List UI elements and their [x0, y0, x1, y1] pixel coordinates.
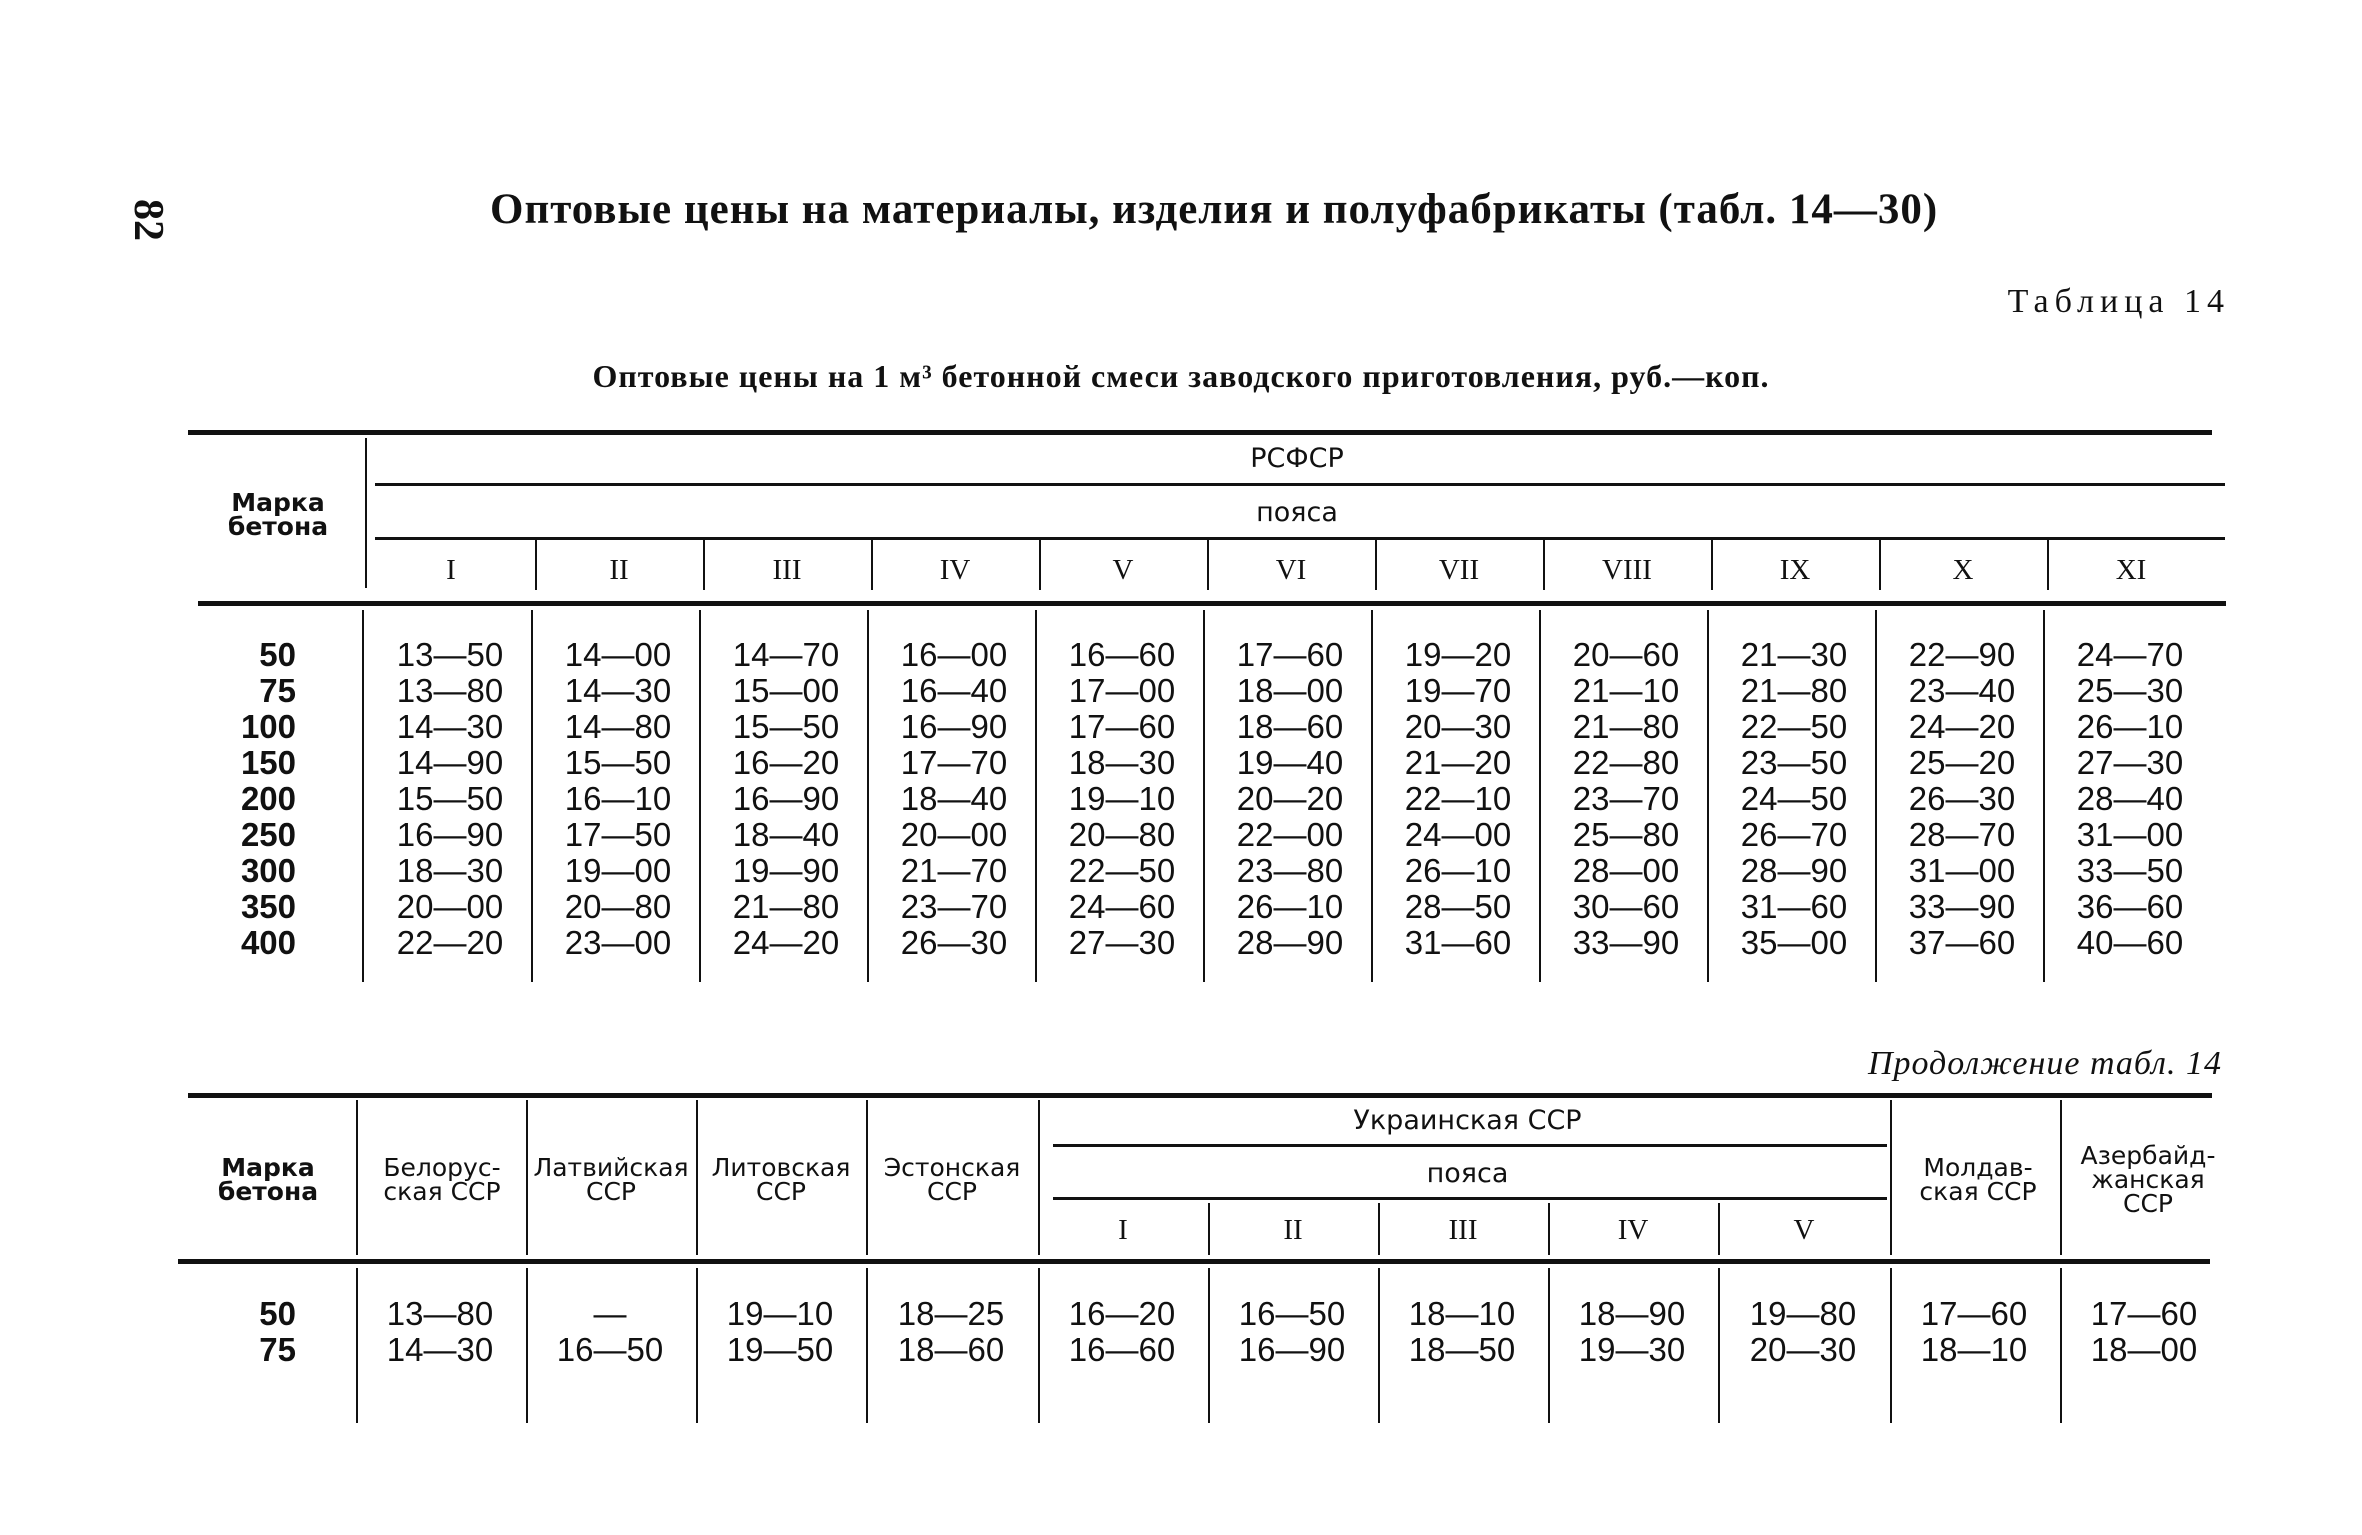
price-cell: 21—30 [1740, 636, 1848, 673]
price-cell: 26—30 [1908, 780, 2016, 817]
price-cell: 18—00 [2090, 1331, 2198, 1368]
column-rule [356, 1100, 358, 1255]
price-cell: 19—10 [726, 1295, 834, 1332]
price-cell: 18—00 [1236, 672, 1344, 709]
price-cell: 13—80 [396, 672, 504, 709]
price-cell: 18—10 [1408, 1295, 1516, 1332]
price-cell: 17—60 [2090, 1295, 2198, 1332]
price-column-2 [700, 1296, 860, 1368]
mark-header-2: Марка бетона [217, 1153, 319, 1206]
column-rule [1039, 540, 1041, 590]
price-column-9 [1894, 1296, 2054, 1368]
column-rule [1208, 1203, 1210, 1255]
estonia-header: Эстонская ССР [883, 1153, 1021, 1206]
price-cell: 19—20 [1404, 636, 1512, 673]
price-cell: 18—40 [900, 780, 1008, 817]
ukraine-zone-header-i: I [1118, 1213, 1128, 1246]
mark-value: 400 [240, 924, 296, 961]
lithuania-header: Литовская ССР [711, 1153, 851, 1206]
price-cell: 26—30 [900, 924, 1008, 961]
zone-header-x: X [1952, 553, 1974, 586]
zone-header-viii: VIII [1602, 553, 1652, 586]
continuation-label: Продолжение табл. 14 [1867, 1045, 2222, 1082]
price-cell: 27—30 [1068, 924, 1176, 961]
price-cell: 22—00 [1236, 816, 1344, 853]
ukraine-rule [1053, 1144, 1887, 1147]
price-cell: 19—80 [1749, 1295, 1857, 1332]
zone-header-xi: XI [2115, 553, 2147, 586]
price-cell: 17—50 [564, 816, 672, 853]
table2-body [0, 1296, 2362, 1376]
price-cell: 22—50 [1740, 708, 1848, 745]
price-cell: 19—90 [732, 852, 840, 889]
table-label: Таблица 14 [2007, 283, 2230, 320]
column-rule [1711, 540, 1713, 590]
price-cell: 21—80 [732, 888, 840, 925]
mark-value: 50 [259, 1295, 296, 1332]
ukraine-zone-header-iv: IV [1617, 1213, 1649, 1246]
price-cell: 33—50 [2076, 852, 2184, 889]
price-cell: 24—60 [1068, 888, 1176, 925]
price-cell: 14—70 [732, 636, 840, 673]
zone-header-iii: III [772, 553, 802, 586]
mark-value: 300 [240, 852, 296, 889]
column-rule [1548, 1203, 1550, 1255]
ukraine-zone-header-v: V [1793, 1213, 1815, 1246]
price-column-zone-vii [1379, 637, 1537, 961]
price-cell: 20—80 [564, 888, 672, 925]
belts-rule [375, 537, 2225, 540]
mark-value: 200 [240, 780, 296, 817]
table-top-rule [188, 430, 2212, 435]
column-rule [696, 1100, 698, 1255]
price-cell: 26—10 [1404, 852, 1512, 889]
price-cell: 19—10 [1068, 780, 1176, 817]
mark-value: 150 [240, 744, 296, 781]
price-cell: 17—00 [1068, 672, 1176, 709]
price-cell: 16—60 [1068, 636, 1176, 673]
header-bottom-rule [198, 601, 2226, 606]
mark-value: 75 [259, 672, 296, 709]
price-column-zone-i [371, 637, 529, 961]
column-rule [871, 540, 873, 590]
price-cell: 37—60 [1908, 924, 2016, 961]
price-cell: 19—70 [1404, 672, 1512, 709]
price-cell: 19—00 [564, 852, 672, 889]
price-cell: 16—50 [556, 1331, 664, 1368]
moldova-header: Молдав- ская ССР [1919, 1153, 2037, 1206]
price-cell: 23—70 [900, 888, 1008, 925]
zone-header-ii: II [609, 553, 629, 586]
price-cell: 18—25 [897, 1295, 1005, 1332]
price-cell: 16—10 [564, 780, 672, 817]
price-cell: 16—90 [900, 708, 1008, 745]
mark-value: 75 [259, 1331, 296, 1368]
price-cell: 24—50 [1740, 780, 1848, 817]
price-cell: 13—50 [396, 636, 504, 673]
price-cell: 23—70 [1572, 780, 1680, 817]
page-title: Оптовые цены на материалы, изделия и полуфабрикаты (табл. 14—30) [490, 186, 1939, 233]
price-column-zone-ix [1715, 637, 1873, 961]
price-cell: 24—20 [1908, 708, 2016, 745]
column-rule [2060, 1100, 2062, 1255]
price-cell: 20—00 [900, 816, 1008, 853]
price-column-zone-iii [707, 637, 865, 961]
price-cell: 21—70 [900, 852, 1008, 889]
price-cell: 15—50 [564, 744, 672, 781]
price-cell: 14—90 [396, 744, 504, 781]
table2-header-bottom-rule [178, 1259, 2210, 1264]
region-header: РСФСР [1250, 442, 1344, 474]
zone-header-i: I [446, 553, 456, 586]
price-cell: 23—50 [1740, 744, 1848, 781]
zone-header-vii: VII [1438, 553, 1480, 586]
price-cell: 20—00 [396, 888, 504, 925]
mark-value: 250 [240, 816, 296, 853]
price-cell: 33—90 [1572, 924, 1680, 961]
region-rule [375, 483, 2225, 486]
price-cell: 33—90 [1908, 888, 2016, 925]
price-cell: 24—20 [732, 924, 840, 961]
price-cell: 14—30 [564, 672, 672, 709]
ukraine-belts-header: пояса [1426, 1157, 1509, 1189]
price-column-1 [530, 1296, 690, 1368]
price-cell: 14—30 [396, 708, 504, 745]
column-rule [1890, 1100, 1892, 1255]
table-subtitle: Оптовые цены на 1 м³ бетонной смеси заводского приготовления, руб.—коп. [592, 358, 1770, 394]
price-column-7 [1552, 1296, 1712, 1368]
column-rule [1879, 540, 1881, 590]
price-column-zone-v [1043, 637, 1201, 961]
price-cell: 20—30 [1749, 1331, 1857, 1368]
column-rule [1038, 1100, 1040, 1255]
mark-value: 50 [259, 636, 296, 673]
price-cell: 17—60 [1068, 708, 1176, 745]
price-cell: 23—80 [1236, 852, 1344, 889]
price-cell: 28—50 [1404, 888, 1512, 925]
price-cell: 28—70 [1908, 816, 2016, 853]
price-cell: 19—30 [1578, 1331, 1686, 1368]
price-cell: 16—60 [1068, 1331, 1176, 1368]
price-cell: 19—40 [1236, 744, 1344, 781]
belarus-header: Белорус- ская ССР [383, 1153, 501, 1206]
column-rule [365, 438, 367, 588]
column-rule [1718, 1203, 1720, 1255]
price-column-zone-viii [1547, 637, 1705, 961]
price-column-zone-x [1883, 637, 2041, 961]
price-cell: 14—00 [564, 636, 672, 673]
price-cell: 18—30 [396, 852, 504, 889]
column-rule [1378, 1203, 1380, 1255]
column-rule [1543, 540, 1545, 590]
price-cell: 16—20 [732, 744, 840, 781]
price-cell: 25—30 [2076, 672, 2184, 709]
price-cell: 27—30 [2076, 744, 2184, 781]
price-column-zone-iv [875, 637, 1033, 961]
price-cell: 22—80 [1572, 744, 1680, 781]
ukraine-belts-rule [1053, 1197, 1887, 1200]
price-cell: 28—00 [1572, 852, 1680, 889]
price-cell: 26—10 [1236, 888, 1344, 925]
price-cell: 16—00 [900, 636, 1008, 673]
azerbaijan-header: Азербайд- жанская ССР [2080, 1141, 2216, 1218]
price-cell: 14—80 [564, 708, 672, 745]
price-cell: 16—50 [1238, 1295, 1346, 1332]
price-cell: 20—30 [1404, 708, 1512, 745]
price-column-6 [1382, 1296, 1542, 1368]
price-cell: 20—20 [1236, 780, 1344, 817]
price-cell: 16—90 [1238, 1331, 1346, 1368]
price-cell: 35—00 [1740, 924, 1848, 961]
ukraine-zone-header-ii: II [1283, 1213, 1303, 1246]
column-rule [866, 1100, 868, 1255]
price-cell: 21—80 [1572, 708, 1680, 745]
zone-header-ix: IX [1779, 553, 1811, 586]
zone-header-vi: VI [1275, 553, 1307, 586]
ukraine-header: Украинская ССР [1353, 1104, 1582, 1136]
price-cell: 20—80 [1068, 816, 1176, 853]
price-cell: 20—60 [1572, 636, 1680, 673]
price-cell: 36—60 [2076, 888, 2184, 925]
price-cell: — [593, 1295, 627, 1332]
price-cell: 31—60 [1404, 924, 1512, 961]
latvia-header: Латвийская ССР [533, 1153, 689, 1206]
price-cell: 21—10 [1572, 672, 1680, 709]
price-cell: 28—40 [2076, 780, 2184, 817]
price-cell: 15—50 [732, 708, 840, 745]
price-cell: 31—00 [2076, 816, 2184, 853]
price-cell: 24—70 [2076, 636, 2184, 673]
price-cell: 18—90 [1578, 1295, 1686, 1332]
price-cell: 15—50 [396, 780, 504, 817]
price-cell: 21—20 [1404, 744, 1512, 781]
price-cell: 16—20 [1068, 1295, 1176, 1332]
column-rule [526, 1100, 528, 1255]
column-rule [535, 540, 537, 590]
price-cell: 18—50 [1408, 1331, 1516, 1368]
price-cell: 21—80 [1740, 672, 1848, 709]
price-cell: 17—70 [900, 744, 1008, 781]
mark-column-2 [222, 1296, 296, 1368]
price-cell: 22—20 [396, 924, 504, 961]
column-rule [703, 540, 705, 590]
price-cell: 28—90 [1236, 924, 1344, 961]
price-cell: 19—50 [726, 1331, 834, 1368]
price-cell: 14—30 [386, 1331, 494, 1368]
price-column-zone-ii [539, 637, 697, 961]
column-rule [1375, 540, 1377, 590]
price-cell: 18—60 [897, 1331, 1005, 1368]
price-cell: 23—40 [1908, 672, 2016, 709]
price-cell: 40—60 [2076, 924, 2184, 961]
zone-header-v: V [1112, 553, 1134, 586]
ukraine-zone-header-iii: III [1448, 1213, 1478, 1246]
price-column-4 [1042, 1296, 1202, 1368]
price-cell: 22—90 [1908, 636, 2016, 673]
price-cell: 25—20 [1908, 744, 2016, 781]
price-cell: 22—10 [1404, 780, 1512, 817]
price-column-zone-xi [2051, 637, 2209, 961]
price-cell: 31—00 [1908, 852, 2016, 889]
price-cell: 16—90 [396, 816, 504, 853]
price-column-zone-vi [1211, 637, 1369, 961]
zone-header-iv: IV [939, 553, 971, 586]
belts-header: пояса [1256, 496, 1338, 528]
price-cell: 23—00 [564, 924, 672, 961]
mark-column [222, 637, 296, 961]
price-cell: 18—10 [1920, 1331, 2028, 1368]
price-cell: 26—70 [1740, 816, 1848, 853]
price-column-3 [870, 1296, 1032, 1368]
price-cell: 18—40 [732, 816, 840, 853]
price-cell: 26—10 [2076, 708, 2184, 745]
price-column-8 [1722, 1296, 1884, 1368]
price-cell: 18—30 [1068, 744, 1176, 781]
price-cell: 17—60 [1236, 636, 1344, 673]
page-number: 82 [125, 199, 171, 241]
mark-value: 100 [240, 708, 296, 745]
price-cell: 13—80 [386, 1295, 494, 1332]
price-column-0 [360, 1296, 520, 1368]
price-column-10 [2064, 1296, 2224, 1368]
column-rule [1207, 540, 1209, 590]
price-cell: 16—40 [900, 672, 1008, 709]
price-cell: 30—60 [1572, 888, 1680, 925]
price-cell: 16—90 [732, 780, 840, 817]
price-cell: 25—80 [1572, 816, 1680, 853]
price-column-5 [1212, 1296, 1372, 1368]
price-cell: 22—50 [1068, 852, 1176, 889]
price-cell: 28—90 [1740, 852, 1848, 889]
mark-value: 350 [240, 888, 296, 925]
column-rule [2047, 540, 2049, 590]
price-cell: 15—00 [732, 672, 840, 709]
price-cell: 18—60 [1236, 708, 1344, 745]
price-cell: 31—60 [1740, 888, 1848, 925]
table-14-body [0, 637, 2362, 977]
mark-header: Марка бетона [227, 488, 329, 541]
price-cell: 24—00 [1404, 816, 1512, 853]
price-cell: 17—60 [1920, 1295, 2028, 1332]
